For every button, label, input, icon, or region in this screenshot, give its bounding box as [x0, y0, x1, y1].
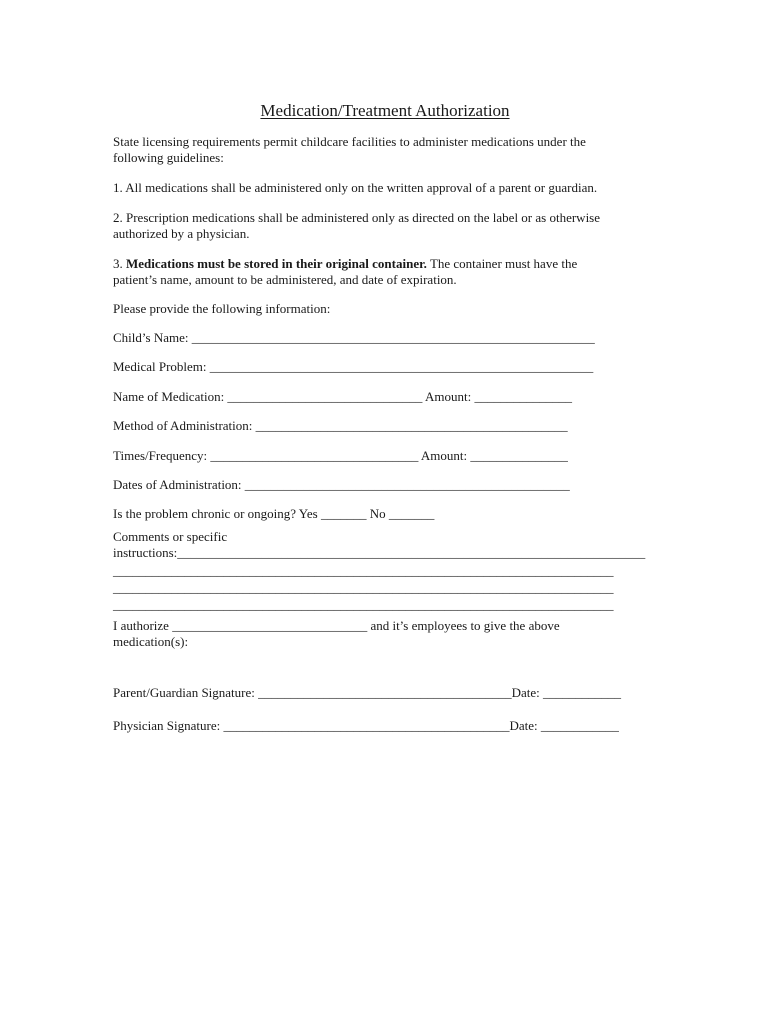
- dates-of-administration-field[interactable]: Dates of Administration: __________________________________________________: [113, 477, 570, 492]
- document-title: Medication/Treatment Authorization: [260, 101, 510, 120]
- guideline-1: 1. All medications shall be administered only on the written approval of a parent or guardian.: [113, 180, 598, 195]
- guideline-3-number: 3.: [113, 256, 126, 271]
- authorize-field[interactable]: I authorize ______________________________ and it’s employees to give the above medication(s):: [113, 618, 560, 649]
- comments-line-3[interactable]: _____________________________________________________________________________: [113, 580, 614, 595]
- times-frequency-amount-field[interactable]: Times/Frequency: ________________________________ Amount: _______________: [113, 448, 568, 463]
- comments-line-2[interactable]: _____________________________________________________________________________: [113, 563, 614, 578]
- physician-signature-field[interactable]: Physician Signature: ____________________________________________Date: ____________: [113, 718, 619, 733]
- comments-line-4[interactable]: _____________________________________________________________________________: [113, 597, 614, 612]
- intro-paragraph: State licensing requirements permit childcare facilities to administer medications under the following guidelines:: [113, 134, 586, 165]
- comments-line-1[interactable]: instructions:________________________________________________________________________: [113, 545, 646, 560]
- medication-name-amount-field[interactable]: Name of Medication: ______________________________ Amount: _______________: [113, 389, 572, 404]
- medical-problem-field[interactable]: Medical Problem: ___________________________________________________________: [113, 359, 594, 374]
- guideline-3: [113, 256, 623, 288]
- guideline-3-rest: The container must have the patient’s name, amount to be administered, and date of expiration.: [113, 256, 578, 287]
- info-prompt: Please provide the following information:: [113, 301, 331, 316]
- chronic-question-field[interactable]: Is the problem chronic or ongoing? Yes _______ No _______: [113, 506, 435, 521]
- guideline-2: 2. Prescription medications shall be administered only as directed on the label or as otherwise authorized by a physician.: [113, 210, 601, 241]
- method-of-administration-field[interactable]: Method of Administration: ________________________________________________: [113, 418, 568, 433]
- guideline-3-bold: Medications must be stored in their original container.: [126, 256, 427, 271]
- parent-signature-field[interactable]: Parent/Guardian Signature: _______________________________________Date: ____________: [113, 685, 622, 700]
- comments-label: Comments or specific: [113, 529, 228, 544]
- child-name-field[interactable]: Child’s Name: ______________________________________________________________: [113, 330, 595, 345]
